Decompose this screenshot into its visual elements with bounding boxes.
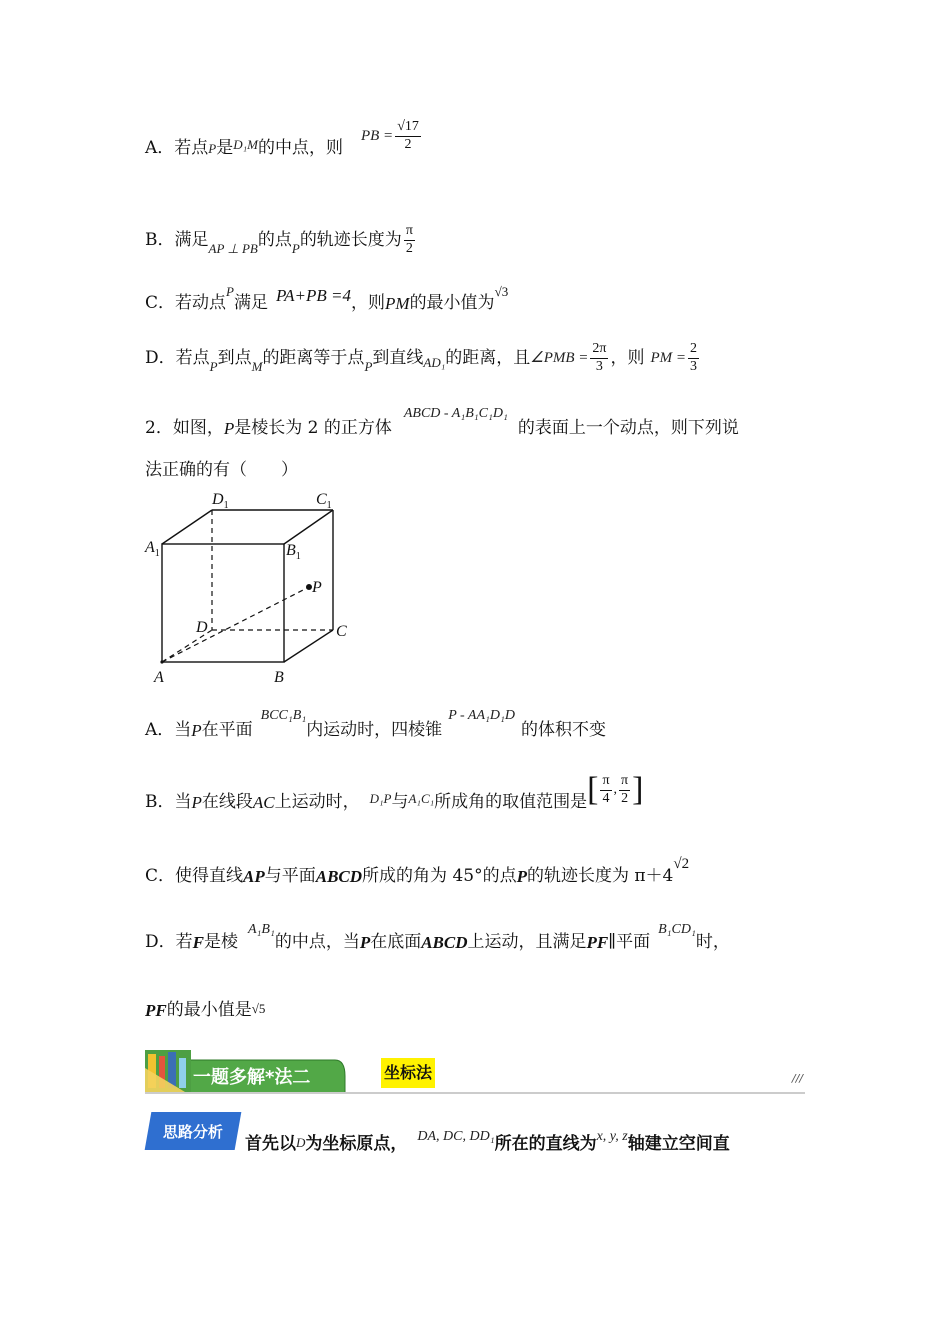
- sqrt5: √5: [251, 1001, 266, 1016]
- var-p: P: [226, 283, 234, 299]
- analysis-text: [245, 1128, 730, 1154]
- q2-stem-line1: [145, 400, 739, 440]
- plane-b1cd1: B₁CD₁: [658, 922, 696, 937]
- method-banner: [145, 1050, 805, 1095]
- label-c1: $C_1$: [316, 491, 332, 511]
- text: 的中点，当: [274, 931, 360, 952]
- pm-eq: PM =: [650, 349, 686, 366]
- var-p: P: [291, 240, 300, 256]
- label-b: B: [274, 669, 284, 686]
- label-p: P: [312, 579, 322, 596]
- text: 的最小值为: [409, 292, 495, 313]
- edge-b1c1: [284, 510, 333, 544]
- axes-lines: DA, DC, DD₁: [417, 1128, 495, 1144]
- line-ap: AP: [243, 866, 265, 886]
- var-p: P: [223, 418, 235, 438]
- var-p: P: [364, 358, 373, 374]
- text: 的轨迹长度为 π＋4: [526, 865, 674, 886]
- text: B．当: [145, 791, 192, 812]
- text: 的点: [257, 229, 292, 250]
- edge-a1d1: [162, 510, 212, 544]
- label-b1: $B_1$: [286, 542, 301, 562]
- seg-d1p: D₁P: [369, 790, 392, 806]
- label-a: A: [154, 669, 164, 686]
- text: 在线段: [201, 791, 253, 812]
- text: ，则: [610, 347, 645, 368]
- frac-sqrt17-2: $\frac{√17}{2}$: [397, 119, 419, 152]
- text: 在平面: [201, 719, 253, 740]
- pm: PM: [385, 293, 410, 313]
- banner-title: 一题多解*法二: [193, 1067, 311, 1088]
- q1-option-d: [145, 338, 701, 378]
- text: 为坐标原点，: [305, 1134, 408, 1154]
- seg-d1m: D₁M: [233, 136, 258, 152]
- line-ad1: AD₁: [423, 354, 446, 370]
- text: 所在的直线为: [494, 1134, 597, 1154]
- var-p: P: [359, 932, 371, 952]
- edge-a1b1: A₁B₁: [247, 922, 275, 937]
- edge-bc: [284, 630, 333, 662]
- seg-ac: AC: [252, 792, 275, 812]
- pyramid: P - AA₁D₁D: [448, 708, 515, 723]
- seg-pf: PF: [586, 932, 609, 952]
- plane-abcd: ABCD: [315, 866, 363, 886]
- text: 上运动，且满足: [467, 931, 587, 952]
- text: 轴建立空间直: [627, 1134, 730, 1154]
- text: 到点: [217, 347, 252, 368]
- text: A．当: [145, 719, 192, 740]
- text: 首先以: [245, 1134, 296, 1154]
- text: 所成角的取值范围是: [434, 791, 588, 812]
- ap-perp-pb: AP ⊥ PB: [208, 240, 258, 256]
- var-p: P: [208, 140, 217, 156]
- text: C．使得直线: [145, 865, 244, 886]
- q2-option-d-cont: [145, 1002, 265, 1019]
- frac-2-3: $\frac{2}{3}$: [690, 341, 697, 374]
- cube-name: ABCD - A₁B₁C₁D₁: [403, 406, 508, 421]
- text: 的体积不变: [520, 719, 606, 740]
- text: 在底面: [370, 931, 422, 952]
- angle-pmb: ∠PMB =: [530, 349, 589, 366]
- text: 2．如图，: [145, 417, 224, 438]
- label-d: D: [196, 619, 208, 636]
- frac-pi-2: $\frac{\pi}{2}$: [405, 223, 413, 256]
- q2-option-b: [145, 768, 643, 812]
- text: 满足: [233, 292, 268, 313]
- q1-option-b: [145, 220, 417, 260]
- text: 内运动时，四棱锥: [306, 719, 443, 740]
- text: B．满足: [145, 229, 209, 250]
- pb-lhs: PB =: [360, 127, 394, 144]
- text: A．若点: [145, 137, 209, 158]
- text: ，则: [351, 292, 386, 313]
- var-p: P: [191, 720, 202, 740]
- text: 法正确的有（ ）: [145, 460, 298, 480]
- var-p: P: [516, 866, 527, 886]
- plane-abcd: ABCD: [421, 932, 468, 952]
- banner-marks: ///: [791, 1072, 803, 1085]
- var-p: P: [191, 792, 202, 812]
- label-a1: $A_1$: [145, 539, 160, 559]
- text: 的距离等于点: [262, 347, 365, 368]
- sqrt2: √2: [673, 855, 690, 872]
- front-face: [162, 544, 284, 662]
- q2-stem-line2: [145, 462, 298, 479]
- text: ∥平面: [608, 931, 651, 952]
- var-f: F: [192, 932, 204, 952]
- text: D．若: [145, 931, 193, 952]
- var-d: D: [296, 1135, 306, 1150]
- text: 的最小值是: [166, 1000, 252, 1020]
- text: 的中点，则: [257, 137, 343, 158]
- text: 到直线: [372, 347, 424, 368]
- analysis-tag: 思路分析: [145, 1112, 242, 1150]
- q2-option-a: [145, 702, 606, 742]
- text: C．若动点: [145, 292, 227, 313]
- seg-pf: PF: [145, 1001, 167, 1020]
- point-a: [160, 660, 163, 663]
- text: 与: [391, 791, 409, 812]
- plane-bcc1b1: BCC₁B₁: [260, 708, 307, 723]
- q1-option-a: [145, 119, 423, 168]
- text: 是棱长为 2 的正方体: [234, 417, 392, 438]
- q2-option-c: [145, 852, 689, 888]
- q2-option-d: [145, 912, 730, 952]
- text: D．若点: [145, 347, 210, 368]
- text: 是: [216, 137, 234, 158]
- frac-2pi-3: $\frac{2\pi}{3}$: [592, 341, 607, 374]
- var-p: P: [209, 358, 218, 374]
- pa-pb-eq: PA+PB =4: [275, 285, 352, 305]
- axes-xyz: x, y, z: [596, 1128, 628, 1144]
- cube-figure: [140, 488, 360, 688]
- text: 的表面上一个动点，则下列说: [517, 417, 739, 438]
- text: 时，: [695, 931, 730, 952]
- text: 是棱: [203, 931, 238, 952]
- sqrt3: √3: [494, 283, 509, 299]
- text: 的轨迹长度为: [299, 229, 402, 250]
- label-d1: $D_1$: [212, 491, 229, 511]
- segment-ap: [162, 587, 309, 662]
- text: 的距离，且: [445, 347, 531, 368]
- text: 上运动时，: [274, 791, 360, 812]
- text: 所成的角为 45°的点: [362, 865, 517, 886]
- banner-method: 坐标法: [381, 1058, 435, 1088]
- interval-pi4-pi2: [ $\frac{\pi}{4}$ , $\frac{\pi}{2}$ ]: [587, 771, 644, 808]
- text: 与平面: [264, 865, 316, 886]
- var-m: M: [251, 358, 263, 374]
- label-c: C: [336, 623, 347, 640]
- seg-a1c1: A₁C₁: [408, 790, 435, 806]
- q1-option-c: [145, 280, 509, 313]
